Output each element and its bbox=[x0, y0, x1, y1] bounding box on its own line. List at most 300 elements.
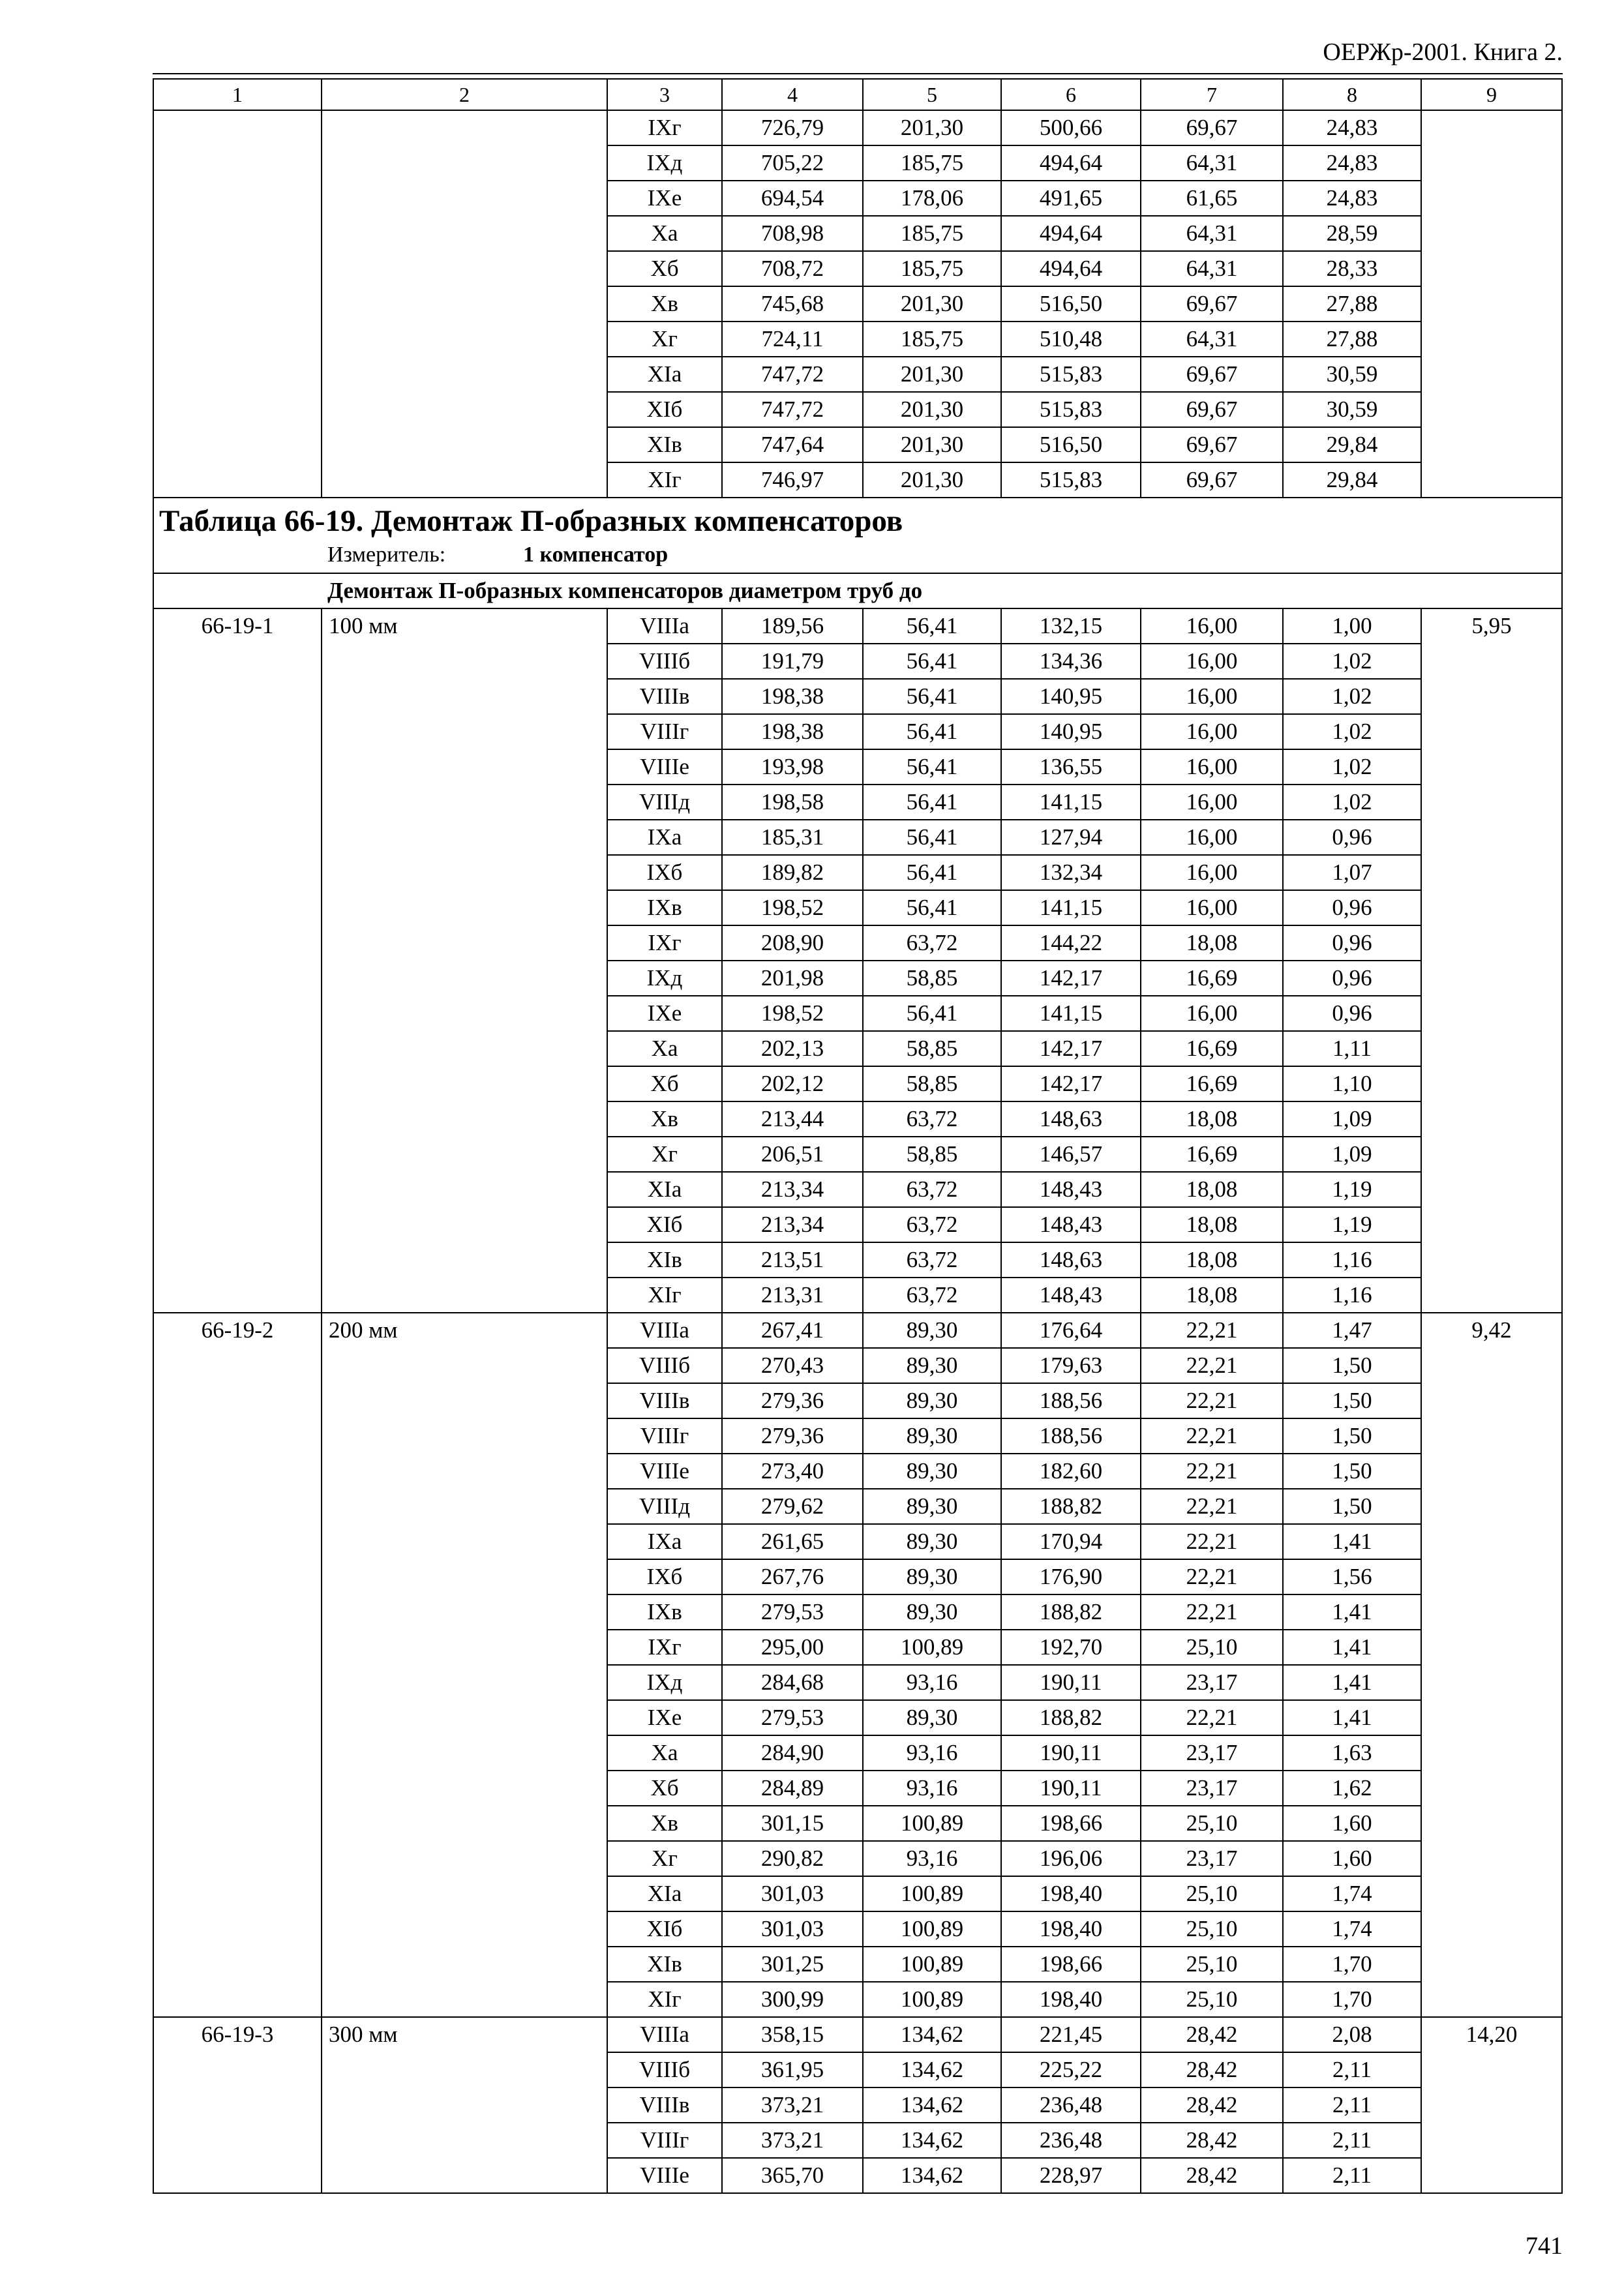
code-cell bbox=[153, 322, 322, 357]
value-cell: 1,62 bbox=[1283, 1771, 1421, 1806]
code-cell bbox=[153, 1771, 322, 1806]
value-cell: 148,63 bbox=[1001, 1242, 1141, 1278]
value-cell: 694,54 bbox=[722, 181, 863, 216]
code-cell bbox=[153, 714, 322, 749]
value-cell: 24,83 bbox=[1283, 181, 1421, 216]
value-cell: 16,00 bbox=[1141, 820, 1283, 855]
value-cell: 188,82 bbox=[1001, 1700, 1141, 1735]
name-cell bbox=[322, 1559, 607, 1594]
table-row bbox=[153, 785, 1562, 820]
value-cell: 198,38 bbox=[722, 714, 863, 749]
value-cell: 747,72 bbox=[722, 357, 863, 392]
value-cell: 176,90 bbox=[1001, 1559, 1141, 1594]
value-cell: 140,95 bbox=[1001, 679, 1141, 714]
col9-cell bbox=[1421, 1524, 1562, 1559]
value-cell: 284,68 bbox=[722, 1665, 863, 1700]
name-cell bbox=[322, 1665, 607, 1700]
name-cell bbox=[322, 1771, 607, 1806]
name-cell bbox=[322, 1066, 607, 1101]
value-cell: 178,06 bbox=[863, 181, 1001, 216]
value-cell: 284,90 bbox=[722, 1735, 863, 1771]
zone-cell: VIIIе bbox=[607, 2158, 722, 2193]
table-row bbox=[153, 110, 1562, 145]
value-cell: 63,72 bbox=[863, 1278, 1001, 1313]
value-cell: 63,72 bbox=[863, 1207, 1001, 1242]
value-cell: 213,44 bbox=[722, 1101, 863, 1137]
value-cell: 56,41 bbox=[863, 608, 1001, 644]
name-cell bbox=[322, 1278, 607, 1313]
code-cell bbox=[153, 1207, 322, 1242]
value-cell: 270,43 bbox=[722, 1348, 863, 1383]
value-cell: 100,89 bbox=[863, 1911, 1001, 1947]
name-cell bbox=[322, 216, 607, 251]
value-cell: 724,11 bbox=[722, 322, 863, 357]
value-cell: 148,63 bbox=[1001, 1101, 1141, 1137]
col9-cell bbox=[1421, 1665, 1562, 1700]
value-cell: 89,30 bbox=[863, 1313, 1001, 1348]
col9-cell bbox=[1421, 251, 1562, 286]
code-cell: 66-19-3 bbox=[153, 2017, 322, 2052]
value-cell: 134,62 bbox=[863, 2052, 1001, 2087]
table-row bbox=[153, 1031, 1562, 1066]
col9-cell bbox=[1421, 1594, 1562, 1630]
value-cell: 201,30 bbox=[863, 392, 1001, 427]
value-cell: 89,30 bbox=[863, 1700, 1001, 1735]
col9-cell bbox=[1421, 2123, 1562, 2158]
value-cell: 516,50 bbox=[1001, 427, 1141, 462]
col9-cell bbox=[1421, 1947, 1562, 1982]
table-row bbox=[153, 1806, 1562, 1841]
value-cell: 279,53 bbox=[722, 1700, 863, 1735]
value-cell: 1,02 bbox=[1283, 749, 1421, 785]
value-cell: 63,72 bbox=[863, 925, 1001, 961]
code-cell bbox=[153, 216, 322, 251]
value-cell: 1,11 bbox=[1283, 1031, 1421, 1066]
code-cell bbox=[153, 644, 322, 679]
value-cell: 1,50 bbox=[1283, 1348, 1421, 1383]
value-cell: 201,30 bbox=[863, 462, 1001, 498]
table-row bbox=[153, 996, 1562, 1031]
value-cell: 201,30 bbox=[863, 357, 1001, 392]
value-cell: 1,50 bbox=[1283, 1418, 1421, 1454]
value-cell: 185,75 bbox=[863, 145, 1001, 181]
value-cell: 16,00 bbox=[1141, 644, 1283, 679]
name-cell bbox=[322, 996, 607, 1031]
zone-cell: Xг bbox=[607, 1841, 722, 1876]
value-cell: 201,30 bbox=[863, 286, 1001, 322]
table-row bbox=[153, 1383, 1562, 1418]
value-cell: 193,98 bbox=[722, 749, 863, 785]
value-cell: 16,00 bbox=[1141, 714, 1283, 749]
value-cell: 198,52 bbox=[722, 890, 863, 925]
value-cell: 1,74 bbox=[1283, 1911, 1421, 1947]
value-cell: 134,62 bbox=[863, 2017, 1001, 2052]
table-row bbox=[153, 2087, 1562, 2123]
value-cell: 273,40 bbox=[722, 1454, 863, 1489]
value-cell: 2,11 bbox=[1283, 2123, 1421, 2158]
name-cell bbox=[322, 1735, 607, 1771]
value-cell: 148,43 bbox=[1001, 1278, 1141, 1313]
col9-cell bbox=[1421, 322, 1562, 357]
col9-cell bbox=[1421, 2158, 1562, 2193]
table-row bbox=[153, 1771, 1562, 1806]
column-number: 9 bbox=[1421, 79, 1562, 110]
value-cell: 190,11 bbox=[1001, 1735, 1141, 1771]
col9-cell bbox=[1421, 357, 1562, 392]
value-cell: 1,16 bbox=[1283, 1242, 1421, 1278]
column-number: 8 bbox=[1283, 79, 1421, 110]
value-cell: 30,59 bbox=[1283, 392, 1421, 427]
value-cell: 0,96 bbox=[1283, 890, 1421, 925]
code-cell bbox=[153, 427, 322, 462]
col9-cell bbox=[1421, 644, 1562, 679]
value-cell: 58,85 bbox=[863, 1137, 1001, 1172]
col9-cell bbox=[1421, 1489, 1562, 1524]
code-cell bbox=[153, 110, 322, 145]
code-cell bbox=[153, 2158, 322, 2193]
zone-cell: VIIIа bbox=[607, 2017, 722, 2052]
zone-cell: XIа bbox=[607, 357, 722, 392]
table-row bbox=[153, 890, 1562, 925]
zone-cell: IXг bbox=[607, 110, 722, 145]
col9-cell bbox=[1421, 2052, 1562, 2087]
name-cell bbox=[322, 1982, 607, 2017]
value-cell: 1,07 bbox=[1283, 855, 1421, 890]
name-cell bbox=[322, 1594, 607, 1630]
col9-cell bbox=[1421, 1137, 1562, 1172]
zone-cell: VIIIб bbox=[607, 1348, 722, 1383]
value-cell: 373,21 bbox=[722, 2087, 863, 2123]
table-row bbox=[153, 1630, 1562, 1665]
value-cell: 134,36 bbox=[1001, 644, 1141, 679]
value-cell: 494,64 bbox=[1001, 251, 1141, 286]
value-cell: 1,50 bbox=[1283, 1454, 1421, 1489]
name-cell bbox=[322, 785, 607, 820]
value-cell: 1,19 bbox=[1283, 1207, 1421, 1242]
value-cell: 28,42 bbox=[1141, 2087, 1283, 2123]
value-cell: 93,16 bbox=[863, 1665, 1001, 1700]
zone-cell: XIа bbox=[607, 1172, 722, 1207]
value-cell: 747,72 bbox=[722, 392, 863, 427]
value-cell: 198,58 bbox=[722, 785, 863, 820]
code-cell bbox=[153, 1911, 322, 1947]
zone-cell: Xа bbox=[607, 216, 722, 251]
value-cell: 0,96 bbox=[1283, 820, 1421, 855]
value-cell: 22,21 bbox=[1141, 1524, 1283, 1559]
col9-cell bbox=[1421, 820, 1562, 855]
table-subtitle: Демонтаж П-образных компенсаторов диаметром труб до bbox=[153, 573, 1562, 608]
value-cell: 267,41 bbox=[722, 1313, 863, 1348]
zone-cell: Xб bbox=[607, 1771, 722, 1806]
value-cell: 179,63 bbox=[1001, 1348, 1141, 1383]
zone-cell: Xб bbox=[607, 251, 722, 286]
col9-cell bbox=[1421, 1418, 1562, 1454]
code-cell bbox=[153, 1066, 322, 1101]
zone-cell: IXб bbox=[607, 855, 722, 890]
value-cell: 373,21 bbox=[722, 2123, 863, 2158]
value-cell: 140,95 bbox=[1001, 714, 1141, 749]
value-cell: 1,41 bbox=[1283, 1630, 1421, 1665]
value-cell: 182,60 bbox=[1001, 1454, 1141, 1489]
value-cell: 213,34 bbox=[722, 1172, 863, 1207]
name-cell bbox=[322, 890, 607, 925]
table-row bbox=[153, 1841, 1562, 1876]
value-cell: 28,42 bbox=[1141, 2158, 1283, 2193]
value-cell: 746,97 bbox=[722, 462, 863, 498]
zone-cell: VIIIг bbox=[607, 714, 722, 749]
zone-cell: IXд bbox=[607, 961, 722, 996]
value-cell: 27,88 bbox=[1283, 322, 1421, 357]
name-cell bbox=[322, 820, 607, 855]
name-cell bbox=[322, 1947, 607, 1982]
value-cell: 1,41 bbox=[1283, 1594, 1421, 1630]
value-cell: 0,96 bbox=[1283, 961, 1421, 996]
code-cell bbox=[153, 1630, 322, 1665]
code-cell bbox=[153, 1454, 322, 1489]
value-cell: 16,69 bbox=[1141, 1066, 1283, 1101]
value-cell: 148,43 bbox=[1001, 1172, 1141, 1207]
code-cell bbox=[153, 251, 322, 286]
column-number: 6 bbox=[1001, 79, 1141, 110]
name-cell bbox=[322, 1418, 607, 1454]
code-cell bbox=[153, 1841, 322, 1876]
value-cell: 189,82 bbox=[722, 855, 863, 890]
name-cell bbox=[322, 322, 607, 357]
value-cell: 1,56 bbox=[1283, 1559, 1421, 1594]
code-cell bbox=[153, 1594, 322, 1630]
col9-cell bbox=[1421, 961, 1562, 996]
zone-cell: VIIIг bbox=[607, 1418, 722, 1454]
value-cell: 28,42 bbox=[1141, 2052, 1283, 2087]
value-cell: 56,41 bbox=[863, 644, 1001, 679]
column-number: 7 bbox=[1141, 79, 1283, 110]
value-cell: 93,16 bbox=[863, 1735, 1001, 1771]
value-cell: 515,83 bbox=[1001, 357, 1141, 392]
value-cell: 176,64 bbox=[1001, 1313, 1141, 1348]
value-cell: 185,75 bbox=[863, 216, 1001, 251]
table-row bbox=[153, 1207, 1562, 1242]
table-row bbox=[153, 251, 1562, 286]
code-cell bbox=[153, 1947, 322, 1982]
value-cell: 132,34 bbox=[1001, 855, 1141, 890]
value-cell: 63,72 bbox=[863, 1242, 1001, 1278]
name-cell bbox=[322, 961, 607, 996]
col9-cell bbox=[1421, 1806, 1562, 1841]
value-cell: 190,11 bbox=[1001, 1771, 1141, 1806]
table-row bbox=[153, 1454, 1562, 1489]
col9-cell bbox=[1421, 1876, 1562, 1911]
name-cell bbox=[322, 1101, 607, 1137]
name-cell bbox=[322, 1137, 607, 1172]
value-cell: 188,56 bbox=[1001, 1418, 1141, 1454]
value-cell: 18,08 bbox=[1141, 925, 1283, 961]
code-cell bbox=[153, 1101, 322, 1137]
name-cell bbox=[322, 181, 607, 216]
value-cell: 134,62 bbox=[863, 2087, 1001, 2123]
table-row bbox=[153, 1735, 1562, 1771]
value-cell: 1,02 bbox=[1283, 785, 1421, 820]
value-cell: 228,97 bbox=[1001, 2158, 1141, 2193]
code-cell bbox=[153, 961, 322, 996]
name-cell bbox=[322, 2052, 607, 2087]
table-row bbox=[153, 608, 1562, 644]
table-row bbox=[153, 1101, 1562, 1137]
value-cell: 100,89 bbox=[863, 1630, 1001, 1665]
col9-cell bbox=[1421, 462, 1562, 498]
code-cell bbox=[153, 2052, 322, 2087]
value-cell: 225,22 bbox=[1001, 2052, 1141, 2087]
column-number: 5 bbox=[863, 79, 1001, 110]
code-cell bbox=[153, 462, 322, 498]
name-cell bbox=[322, 2087, 607, 2123]
value-cell: 25,10 bbox=[1141, 1947, 1283, 1982]
value-cell: 1,10 bbox=[1283, 1066, 1421, 1101]
zone-cell: Xв bbox=[607, 1101, 722, 1137]
table-title-row bbox=[153, 498, 1562, 573]
table-row bbox=[153, 322, 1562, 357]
value-cell: 708,98 bbox=[722, 216, 863, 251]
value-cell: 236,48 bbox=[1001, 2123, 1141, 2158]
value-cell: 64,31 bbox=[1141, 251, 1283, 286]
code-cell bbox=[153, 1700, 322, 1735]
value-cell: 745,68 bbox=[722, 286, 863, 322]
name-cell bbox=[322, 714, 607, 749]
name-cell bbox=[322, 357, 607, 392]
value-cell: 100,89 bbox=[863, 1806, 1001, 1841]
code-cell bbox=[153, 357, 322, 392]
value-cell: 56,41 bbox=[863, 820, 1001, 855]
value-cell: 127,94 bbox=[1001, 820, 1141, 855]
value-cell: 365,70 bbox=[722, 2158, 863, 2193]
zone-cell: VIIIд bbox=[607, 785, 722, 820]
col9-cell bbox=[1421, 1700, 1562, 1735]
code-cell bbox=[153, 1524, 322, 1559]
name-cell bbox=[322, 1630, 607, 1665]
value-cell: 89,30 bbox=[863, 1348, 1001, 1383]
table-row bbox=[153, 2052, 1562, 2087]
value-cell: 93,16 bbox=[863, 1771, 1001, 1806]
value-cell: 69,67 bbox=[1141, 427, 1283, 462]
zone-cell: XIв bbox=[607, 1242, 722, 1278]
col9-cell bbox=[1421, 1771, 1562, 1806]
value-cell: 28,59 bbox=[1283, 216, 1421, 251]
zone-cell: VIIIв bbox=[607, 1383, 722, 1418]
zone-cell: XIб bbox=[607, 392, 722, 427]
zone-cell: VIIIа bbox=[607, 608, 722, 644]
code-cell bbox=[153, 855, 322, 890]
value-cell: 89,30 bbox=[863, 1559, 1001, 1594]
col9-cell bbox=[1421, 110, 1562, 145]
value-cell: 25,10 bbox=[1141, 1876, 1283, 1911]
value-cell: 89,30 bbox=[863, 1418, 1001, 1454]
col9-cell bbox=[1421, 181, 1562, 216]
value-cell: 16,00 bbox=[1141, 785, 1283, 820]
zone-cell: Xа bbox=[607, 1735, 722, 1771]
table-row bbox=[153, 427, 1562, 462]
zone-cell: XIб bbox=[607, 1911, 722, 1947]
name-cell bbox=[322, 1806, 607, 1841]
value-cell: 301,03 bbox=[722, 1911, 863, 1947]
name-cell bbox=[322, 1489, 607, 1524]
name-cell bbox=[322, 1700, 607, 1735]
value-cell: 1,50 bbox=[1283, 1489, 1421, 1524]
name-cell bbox=[322, 251, 607, 286]
value-cell: 23,17 bbox=[1141, 1665, 1283, 1700]
value-cell: 188,82 bbox=[1001, 1594, 1141, 1630]
value-cell: 1,02 bbox=[1283, 644, 1421, 679]
code-cell bbox=[153, 1876, 322, 1911]
value-cell: 18,08 bbox=[1141, 1278, 1283, 1313]
value-cell: 185,75 bbox=[863, 322, 1001, 357]
table-row bbox=[153, 1947, 1562, 1982]
value-cell: 100,89 bbox=[863, 1982, 1001, 2017]
value-cell: 16,00 bbox=[1141, 679, 1283, 714]
value-cell: 29,84 bbox=[1283, 462, 1421, 498]
value-cell: 301,03 bbox=[722, 1876, 863, 1911]
value-cell: 515,83 bbox=[1001, 462, 1141, 498]
value-cell: 747,64 bbox=[722, 427, 863, 462]
col9-cell bbox=[1421, 1735, 1562, 1771]
col9-cell bbox=[1421, 890, 1562, 925]
name-cell bbox=[322, 2158, 607, 2193]
zone-cell: IXа bbox=[607, 1524, 722, 1559]
code-cell bbox=[153, 1383, 322, 1418]
col9-cell bbox=[1421, 2087, 1562, 2123]
table-row bbox=[153, 1418, 1562, 1454]
col9-cell bbox=[1421, 145, 1562, 181]
table-row bbox=[153, 749, 1562, 785]
value-cell: 188,82 bbox=[1001, 1489, 1141, 1524]
name-cell bbox=[322, 110, 607, 145]
value-cell: 1,19 bbox=[1283, 1172, 1421, 1207]
value-cell: 201,30 bbox=[863, 110, 1001, 145]
code-cell bbox=[153, 1418, 322, 1454]
code-cell bbox=[153, 890, 322, 925]
value-cell: 300,99 bbox=[722, 1982, 863, 2017]
value-cell: 16,00 bbox=[1141, 749, 1283, 785]
value-cell: 100,89 bbox=[863, 1876, 1001, 1911]
value-cell: 89,30 bbox=[863, 1454, 1001, 1489]
value-cell: 170,94 bbox=[1001, 1524, 1141, 1559]
value-cell: 1,02 bbox=[1283, 714, 1421, 749]
value-cell: 510,48 bbox=[1001, 322, 1141, 357]
table-row bbox=[153, 392, 1562, 427]
value-cell: 1,50 bbox=[1283, 1383, 1421, 1418]
col9-cell: 5,95 bbox=[1421, 608, 1562, 644]
code-cell bbox=[153, 392, 322, 427]
value-cell: 89,30 bbox=[863, 1594, 1001, 1630]
value-cell: 188,56 bbox=[1001, 1383, 1141, 1418]
value-cell: 93,16 bbox=[863, 1841, 1001, 1876]
value-cell: 141,15 bbox=[1001, 785, 1141, 820]
column-number-row bbox=[153, 79, 1562, 110]
value-cell: 190,11 bbox=[1001, 1665, 1141, 1700]
value-cell: 69,67 bbox=[1141, 462, 1283, 498]
value-cell: 69,67 bbox=[1141, 286, 1283, 322]
value-cell: 221,45 bbox=[1001, 2017, 1141, 2052]
value-cell: 56,41 bbox=[863, 890, 1001, 925]
zone-cell: IXе bbox=[607, 181, 722, 216]
column-number: 4 bbox=[722, 79, 863, 110]
table-row bbox=[153, 714, 1562, 749]
value-cell: 23,17 bbox=[1141, 1771, 1283, 1806]
table-row bbox=[153, 925, 1562, 961]
value-cell: 196,06 bbox=[1001, 1841, 1141, 1876]
zone-cell: XIв bbox=[607, 1947, 722, 1982]
value-cell: 56,41 bbox=[863, 714, 1001, 749]
code-cell bbox=[153, 1172, 322, 1207]
code-cell bbox=[153, 181, 322, 216]
